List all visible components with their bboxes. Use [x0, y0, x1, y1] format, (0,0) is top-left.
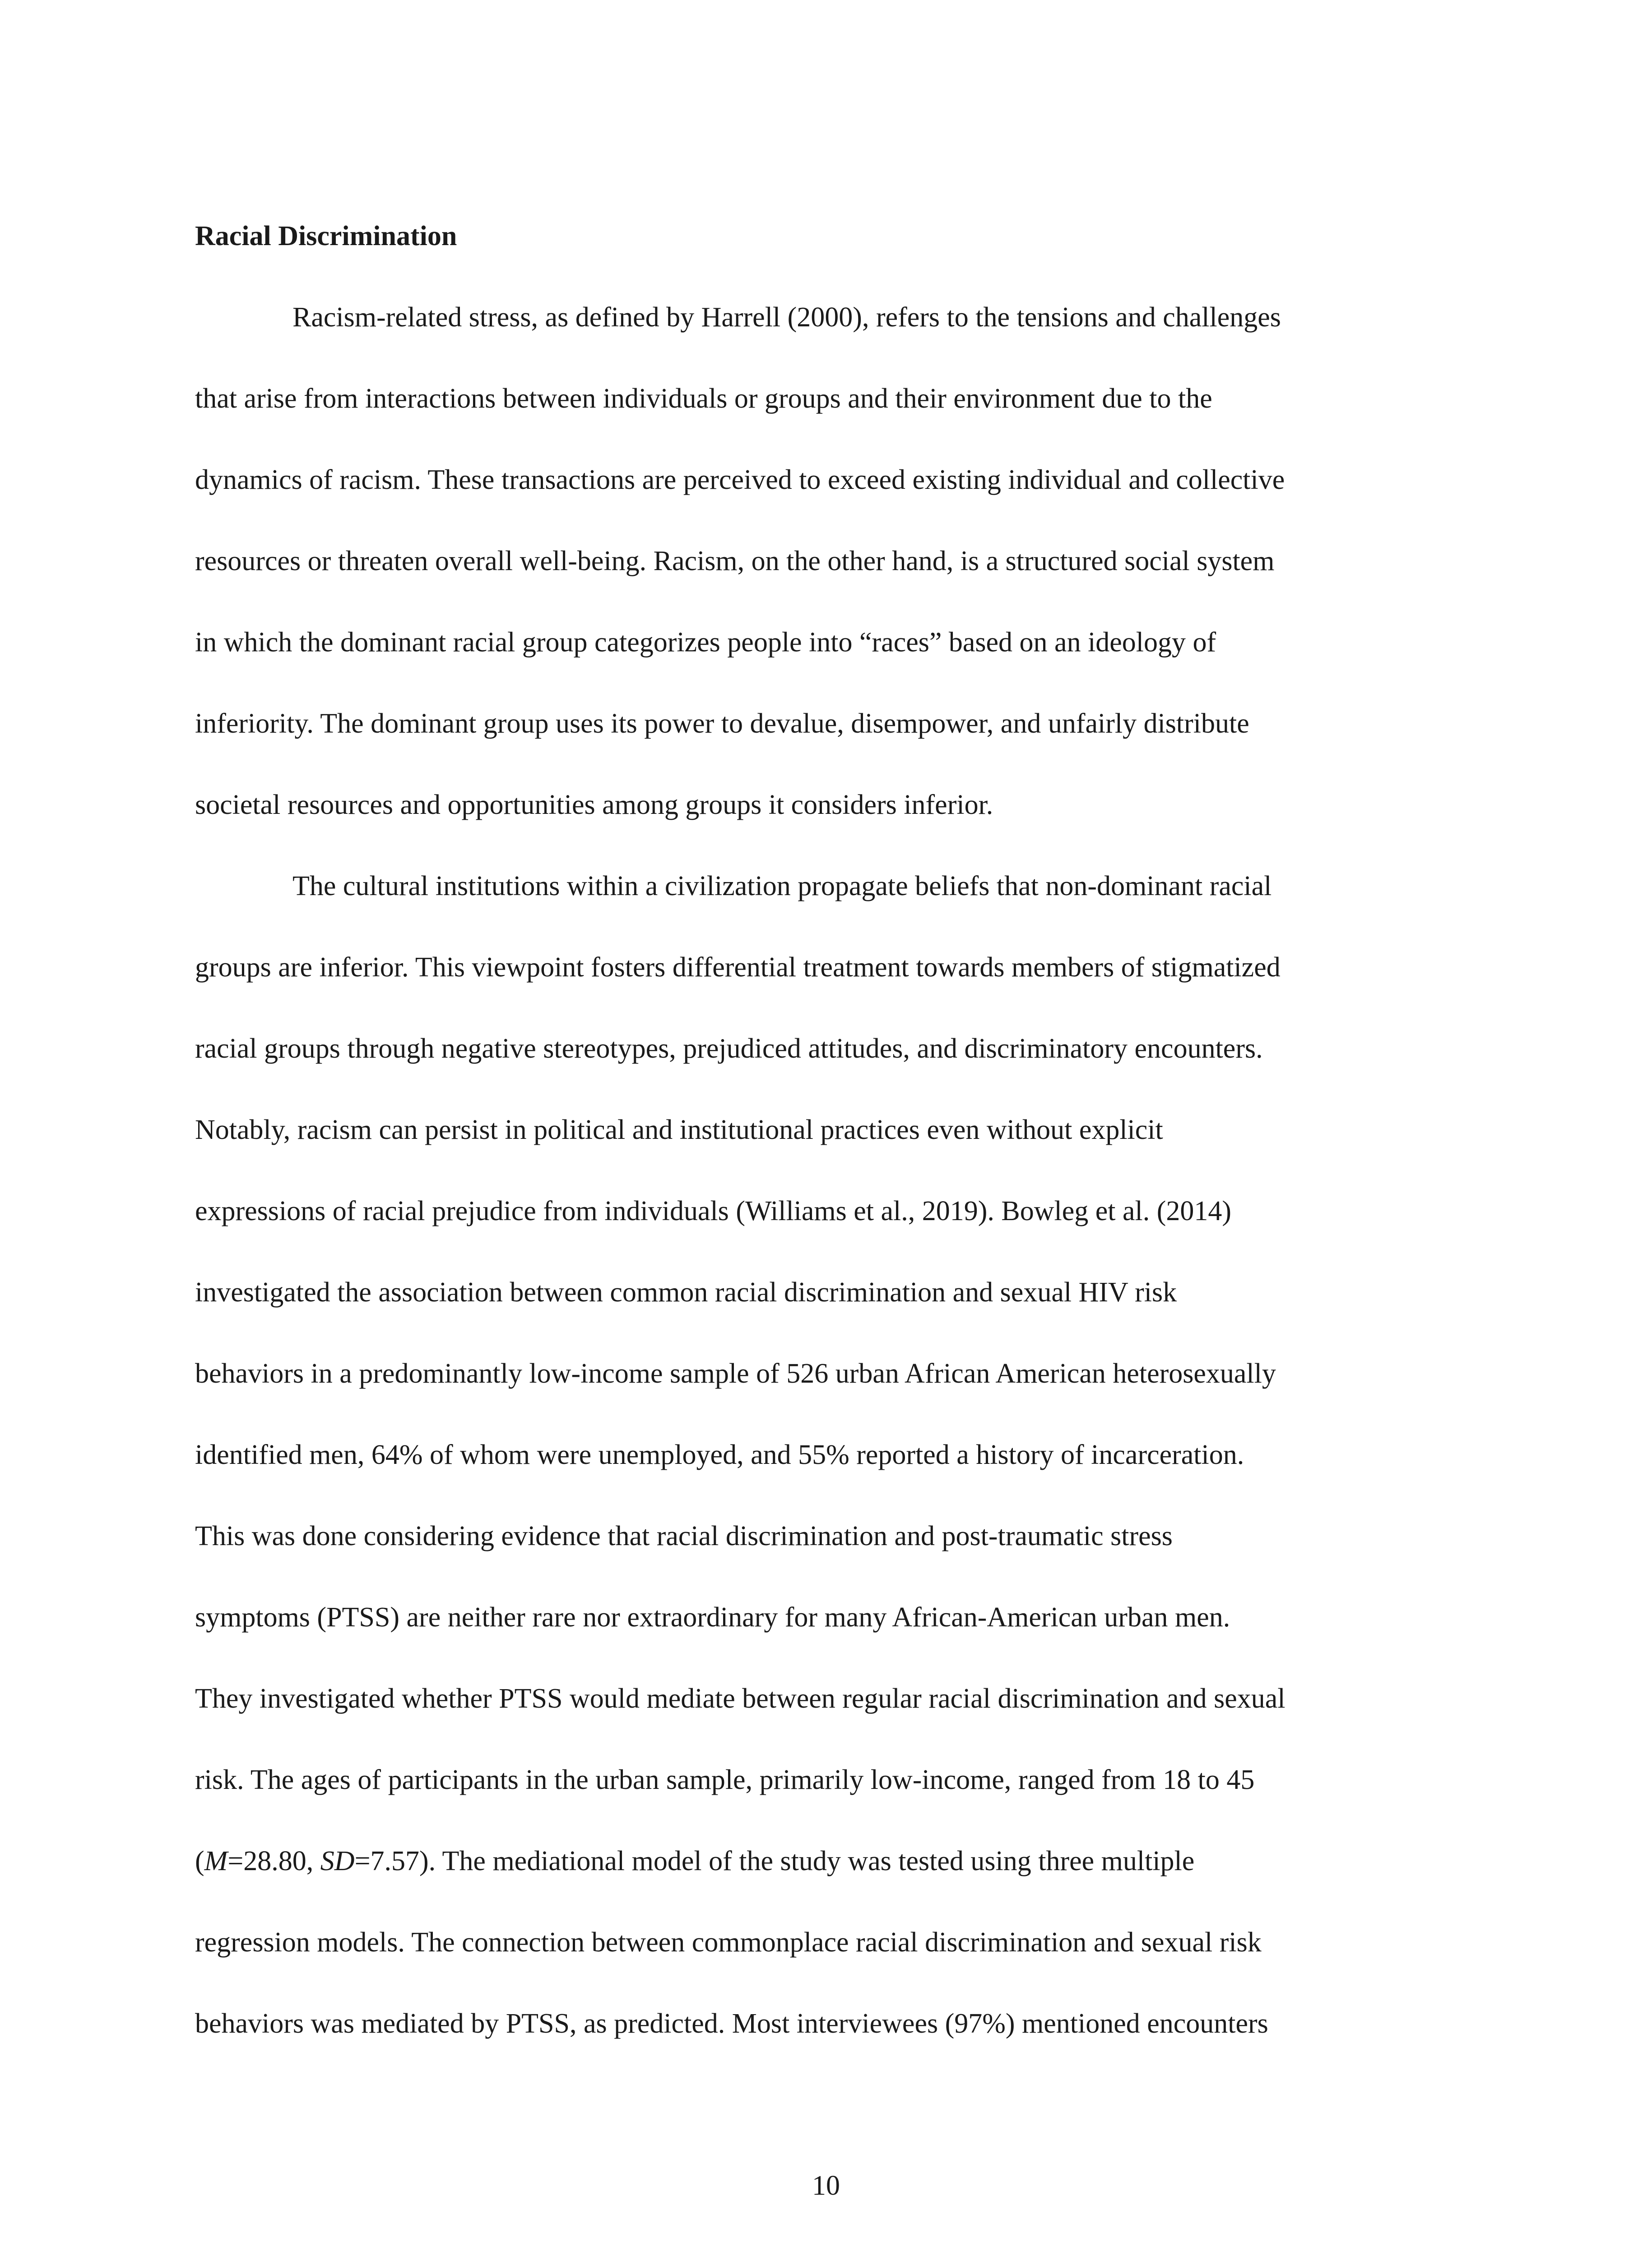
paragraph-line: The cultural institutions within a civilization propagate beliefs that non-dominant racial [292, 871, 1272, 901]
open-paren: ( [195, 1846, 204, 1876]
paragraph-line: racial groups through negative stereotypes, prejudiced attitudes, and discriminatory encounters. [195, 1033, 1263, 1064]
paragraph-line: inferiority. The dominant group uses its power to devalue, disempower, and unfairly distribute [195, 708, 1249, 739]
paragraph-line-statistics [195, 1843, 1194, 1879]
paragraph-line: societal resources and opportunities among groups it considers inferior. [195, 789, 993, 820]
section-heading: Racial Discrimination [195, 221, 457, 251]
paragraph-line: They investigated whether PTSS would mediate between regular racial discrimination and sexual [195, 1683, 1285, 1714]
paragraph-line: behaviors was mediated by PTSS, as predicted. Most interviewees (97%) mentioned encounters [195, 2008, 1268, 2039]
paragraph-line: risk. The ages of participants in the urban sample, primarily low-income, ranged from 18 to 45 [195, 1765, 1255, 1795]
sd-value: =7.57). The mediational model of the study was tested using three multiple [354, 1846, 1195, 1876]
paragraph-line: resources or threaten overall well-being. Racism, on the other hand, is a structured social system [195, 546, 1275, 576]
paragraph-line: in which the dominant racial group categorizes people into “races” based on an ideology of [195, 627, 1216, 658]
paragraph-line: This was done considering evidence that racial discrimination and post-traumatic stress [195, 1521, 1173, 1551]
paragraph-line: regression models. The connection between commonplace racial discrimination and sexual risk [195, 1927, 1262, 1958]
paragraph-line: Notably, racism can persist in political and institutional practices even without explicit [195, 1115, 1163, 1145]
paragraph-line: symptoms (PTSS) are neither rare nor extraordinary for many African-American urban men. [195, 1602, 1230, 1633]
paragraph-line: that arise from interactions between individuals or groups and their environment due to the [195, 383, 1212, 414]
sd-symbol: SD [320, 1846, 355, 1876]
mean-value: =28.80, [227, 1846, 320, 1876]
mean-symbol: M [204, 1846, 228, 1876]
paragraph-line: Racism-related stress, as defined by Harrell (2000), refers to the tensions and challenges [292, 302, 1281, 333]
paragraph-line: groups are inferior. This viewpoint fosters differential treatment towards members of stigmatized [195, 952, 1281, 983]
paragraph-line: investigated the association between common racial discrimination and sexual HIV risk [195, 1277, 1177, 1308]
paragraph-line: behaviors in a predominantly low-income sample of 526 urban African American heterosexually [195, 1358, 1276, 1389]
paragraph-line: dynamics of racism. These transactions are perceived to exceed existing individual and collective [195, 464, 1285, 495]
paragraph-line: expressions of racial prejudice from individuals (Williams et al., 2019). Bowleg et al. (2014) [195, 1196, 1232, 1226]
page-number: 10 [812, 2170, 840, 2201]
paragraph-line: identified men, 64% of whom were unemployed, and 55% reported a history of incarceration. [195, 1440, 1244, 1470]
